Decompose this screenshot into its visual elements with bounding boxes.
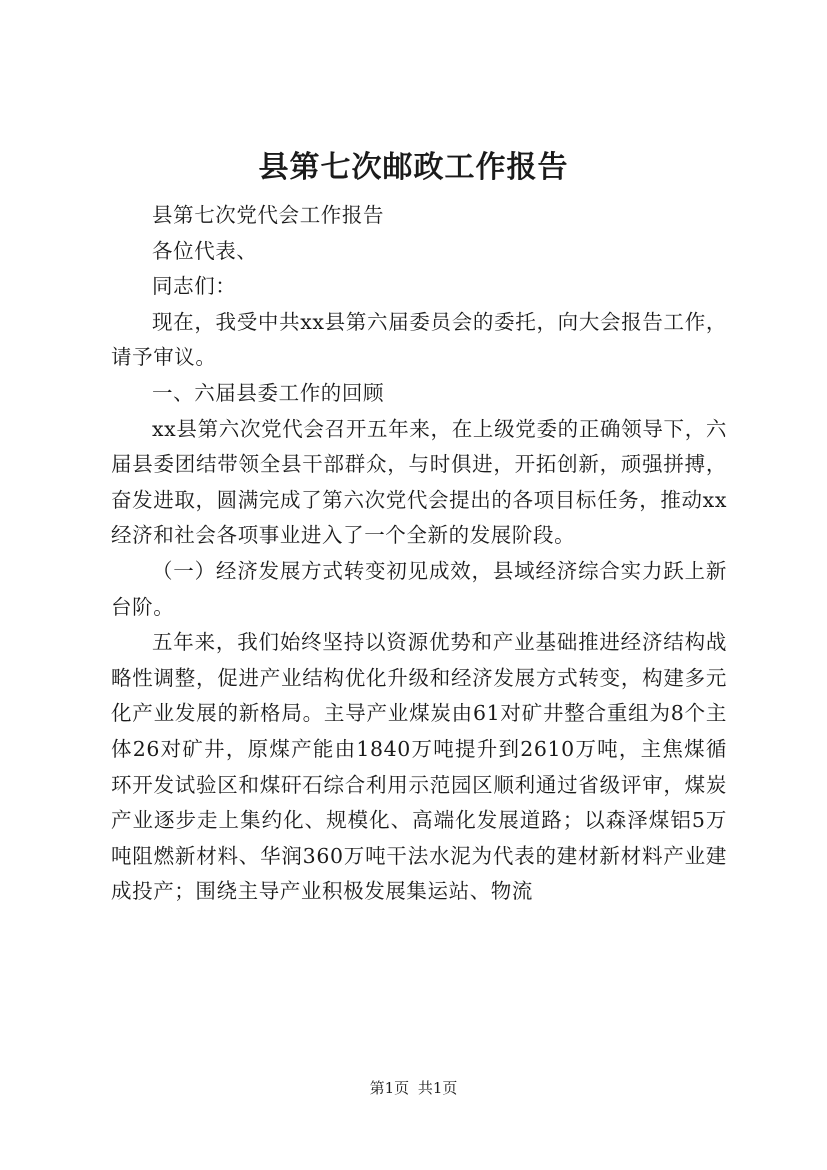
document-title: 县第七次邮政工作报告 — [258, 150, 569, 185]
paragraph-salutation-2: 同志们： — [152, 274, 237, 299]
paragraph-subtitle: 县第七次党代会工作报告 — [152, 203, 385, 227]
page-number: 第1页 — [369, 1079, 410, 1097]
document-body — [111, 198, 727, 910]
paragraph-economy: 五年来，我们始终坚持以资源优势和产业基础推进经济结构战略性调整，促进产业结构优化升级和经济发展方式转变，构建多元化产业发展的新格局。主导产业煤炭由61对矿井整合重组为8个主体26对矿井，原煤产能由1840万吨提升到2610万吨，主焦煤循环开发试验区和煤矸石综合利用示范园区顺利通过省级评审，煤炭产业逐步走上集约化、规模化、高端化发展道路；以森泽煤铝5万吨阻燃新材料、华润360万吨干法水泥为代表的建材新材料产业建成投产；围绕主导产业积极发展集运站、物流 — [111, 630, 727, 904]
section-heading-1: 一、六届县委工作的回顾 — [152, 380, 385, 405]
paragraph-intro: 现在，我受中共xx县第六届委员会的委托，向大会报告工作，请予审议。 — [111, 309, 727, 370]
subsection-heading-1: （一）经济发展方式转变初见成效，县域经济综合实力跃上新台阶。 — [111, 558, 727, 619]
paragraph-review: xx县第六次党代会召开五年来，在上级党委的正确领导下，六届县委团结带领全县干部群众，与时俱进，开拓创新，顽强拼搏，奋发进取，圆满完成了第六次党代会提出的各项目标任务，推动xx经济和社会各项事业进入了一个全新的发展阶段。 — [111, 416, 727, 548]
paragraph-salutation-1: 各位代表、 — [152, 238, 258, 263]
page-total: 共1页 — [417, 1079, 458, 1097]
page-footer — [0, 1078, 827, 1098]
